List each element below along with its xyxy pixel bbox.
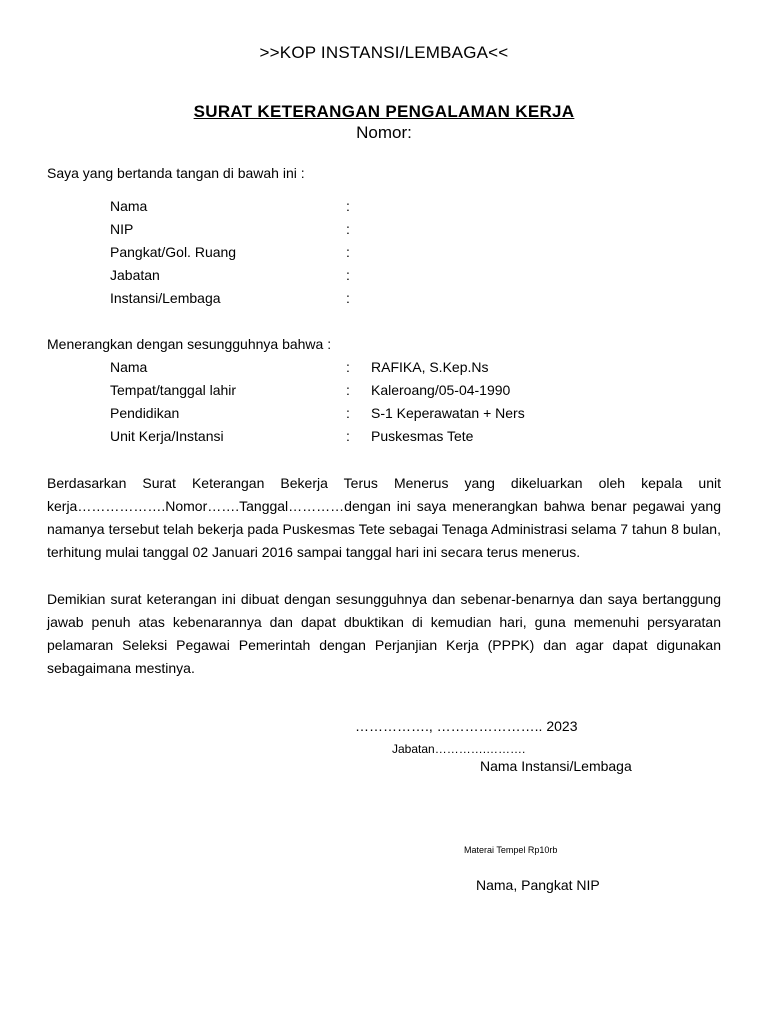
subject-name-colon: : [346, 359, 350, 375]
signer-position-line: Jabatan………….………. [392, 742, 526, 756]
signer-institution-label: Instansi/Lembaga [110, 290, 221, 306]
signer-rank-colon: : [346, 244, 350, 260]
subject-birth-colon: : [346, 382, 350, 398]
subject-name-label: Nama [110, 359, 148, 375]
letter-title: SURAT KETERANGAN PENGALAMAN KERJA [193, 102, 575, 121]
statement-paragraph: Berdasarkan Surat Keterangan Bekerja Terus Menerus yang dikeluarkan oleh kepala unit kerja……………….Nomor…….Tanggal…………dengan ini saya menerangkan bahwa benar pegawai yang namanya tersebut telah bekerja pada Puskesmas Tete sebagai Tenaga Administrasi selama 7 tahun 8 bulan, terhitung mulai tanggal 02 Januari 2016 sampai tanggal hari ini secara terus menerus. [47, 475, 721, 560]
subject-unit-label: Unit Kerja/Instansi [110, 428, 224, 444]
institution-name: Nama Instansi/Lembaga [480, 758, 632, 774]
subject-unit-colon: : [346, 428, 350, 444]
signer-institution-colon: : [346, 290, 350, 306]
signer-rank-label: Pangkat/Gol. Ruang [110, 244, 237, 260]
signer-position-colon: : [346, 267, 350, 283]
subject-education-label: Pendidikan [110, 405, 180, 421]
subject-education-colon: : [346, 405, 350, 421]
signer-intro: Saya yang bertanda tangan di bawah ini : [47, 165, 305, 181]
subject-intro: Menerangkan dengan sesungguhnya bahwa : [47, 336, 332, 352]
subject-education-value: S-1 Keperawatan + Ners [371, 405, 525, 421]
signer-name-colon: : [346, 198, 350, 214]
signer-nip-label: NIP [110, 221, 134, 237]
closing-paragraph: Demikian surat keterangan ini dibuat dengan sesungguhnya dan sebenar-benarnya dan saya bertanggung jawab penuh atas kebenarannya dan dapat dbuktikan di kemudian hari, guna memenuhi persyaratan pelamaran Seleksi Pegawai Pemerintah dengan Perjanjian Kerja (PPPK) dan agar dapat digunakan sebagaimana mestinya. [47, 591, 721, 676]
subject-birth-value: Kaleroang/05-04-1990 [371, 382, 511, 398]
letter-number: Nomor: [356, 123, 412, 142]
signer-nip-colon: : [346, 221, 350, 237]
place-date-line: ……………., ………………….. 2023 [355, 718, 578, 734]
stamp-duty-note: Materai Tempel Rp10rb [464, 845, 558, 855]
signer-name-nip: Nama, Pangkat NIP [476, 877, 600, 893]
letterhead-placeholder: >>KOP INSTANSI/LEMBAGA<< [259, 43, 509, 62]
subject-birth-label: Tempat/tanggal lahir [110, 382, 237, 398]
subject-name-value: RAFIKA, S.Kep.Ns [371, 359, 489, 375]
signer-position-label: Jabatan [110, 267, 160, 283]
signer-name-label: Nama [110, 198, 148, 214]
subject-unit-value: Puskesmas Tete [371, 428, 474, 444]
